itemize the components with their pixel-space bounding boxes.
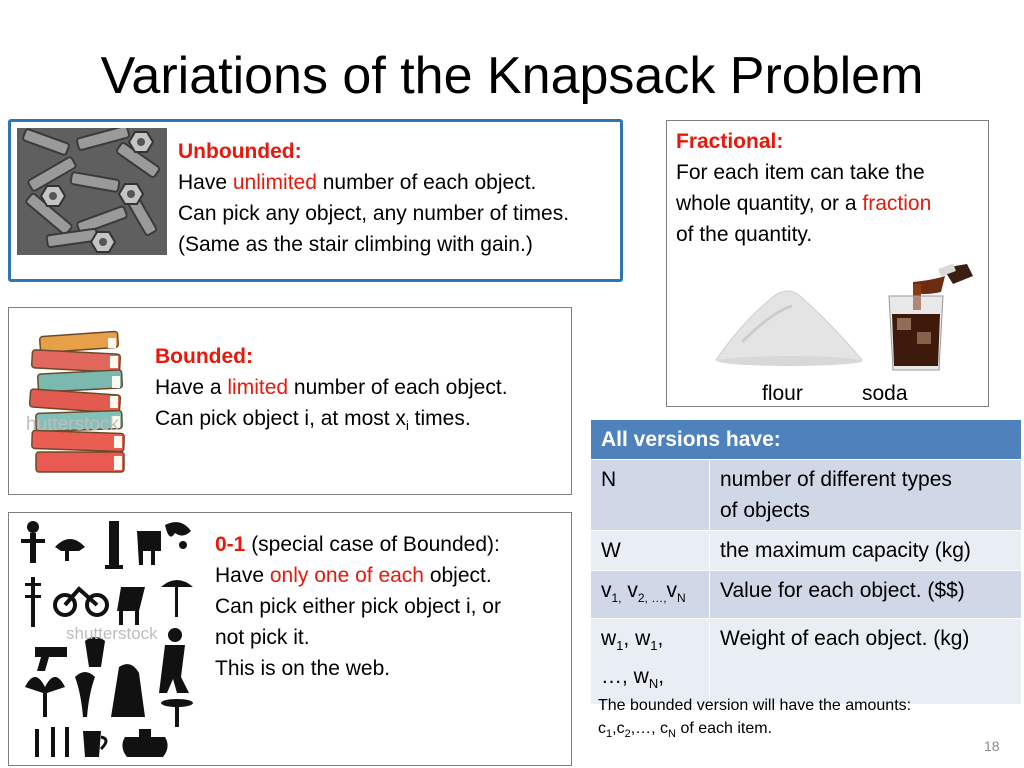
bounded-note [598,694,911,746]
w-sym-line2-b: , [658,665,665,689]
bounded-line1-a: Have a [155,376,228,399]
table-header: All versions have: [591,420,1022,460]
zero-one-line2: Can pick either pick object i, or [215,595,501,618]
note-end: of each item. [676,720,773,737]
zero-one-line4: This is on the web. [215,657,391,680]
page-number: 18 [984,738,1000,754]
bounded-line1-c: number of each object. [288,376,508,399]
note-sub-1: 1 [606,728,613,741]
all-versions-table [590,419,1022,705]
zero-one-keyword: only one of each [269,564,424,587]
unbounded-line1-c: number of each object. [316,171,537,194]
zero-one-text [215,529,501,684]
note-sub-2: 2 [624,728,631,741]
fractional-text [676,126,931,250]
zero-one-heading-line [215,529,501,560]
note-c2: ,c [612,720,625,737]
unbounded-line1 [178,167,569,198]
fractional-keyword: fraction [862,192,932,215]
unbounded-line3: (Same as the stair climbing with gain.) [178,233,533,256]
table-cell-description: Weight of each object. (kg) [710,619,1022,704]
unbounded-line1-a: Have [178,171,233,194]
fractional-line3: of the quantity. [676,223,813,246]
note-cn: ,…, c [630,720,669,737]
unbounded-keyword: unlimited [232,171,317,194]
zero-one-line1-a: Have [215,564,270,587]
w-sym-line1 [601,623,699,661]
v-sub-1: 1, [611,591,622,606]
unbounded-line2: Can pick any object, any number of times. [178,202,570,225]
zero-one-heading-rest: (special case of Bounded): [245,533,500,556]
bounded-watermark: hutterstock [26,414,119,435]
soda-image [883,262,975,374]
zero-one-line3: not pick it. [215,626,310,649]
table-cell-symbol [591,571,710,619]
table-row [591,571,1022,619]
bolts-nuts-image [17,128,167,255]
note-line2 [598,717,911,746]
bounded-heading: Bounded: [155,345,253,368]
note-c: c [598,720,606,737]
v-sym-1: v [601,579,612,602]
flour-label: flour [762,382,803,405]
w-sym-line2-a: …, w [601,665,649,689]
table-cell-description: the maximum capacity (kg) [710,531,1022,571]
slide-title: Variations of the Knapsack Problem [100,47,924,105]
table-cell-symbol: W [591,531,710,571]
table-cell-symbol: N [591,460,710,531]
zero-one-line1-c: object. [423,564,492,587]
soda-label: soda [862,382,908,405]
bounded-line1 [155,372,508,403]
table-row [591,460,1022,531]
bounded-text [155,341,508,441]
w-sub-b: 1 [650,638,658,654]
bounded-line2-b: times. [408,407,471,430]
fractional-heading: Fractional: [676,130,784,153]
zero-one-line1 [215,560,501,591]
bounded-line2-sub: i [405,418,409,434]
row-n-desc-1: number of different types [720,468,952,491]
bounded-line2-a: Can pick object i, at most x [155,407,406,430]
zero-one-watermark: shutterstock [66,624,158,643]
books-stack-image [22,328,140,478]
table-row [591,531,1022,571]
v-sym-3: v [666,579,678,602]
v-sub-3: N [677,591,686,606]
w-sym-c: , [657,627,664,651]
unbounded-heading: Unbounded: [178,140,302,163]
fractional-line2 [676,188,931,219]
table-cell-symbol [591,619,710,704]
bounded-keyword: limited [227,376,289,399]
v-sub-2: 2, …, [637,591,667,606]
w-sym-line2-sub: N [648,676,659,692]
fractional-line1: For each item can take the [676,161,925,184]
zero-one-heading: 0-1 [215,533,246,556]
table-row [591,619,1022,704]
bounded-line2 [155,403,508,441]
note-sub-n: N [668,728,676,741]
unbounded-text [178,136,569,260]
row-n-desc-2: of objects [720,499,810,522]
table-header-row [591,420,1022,460]
note-line1: The bounded version will have the amounts: [598,697,912,714]
w-sym-b: , w [623,627,651,651]
table-cell-description: Value for each object. ($$) [710,571,1022,619]
fractional-line2-a: whole quantity, or a [676,192,863,215]
flour-image [712,282,864,366]
w-sym-a: w [601,627,617,651]
w-sub-a: 1 [616,638,624,654]
v-sym-2: v [621,579,638,602]
table-cell-description [710,460,1022,531]
